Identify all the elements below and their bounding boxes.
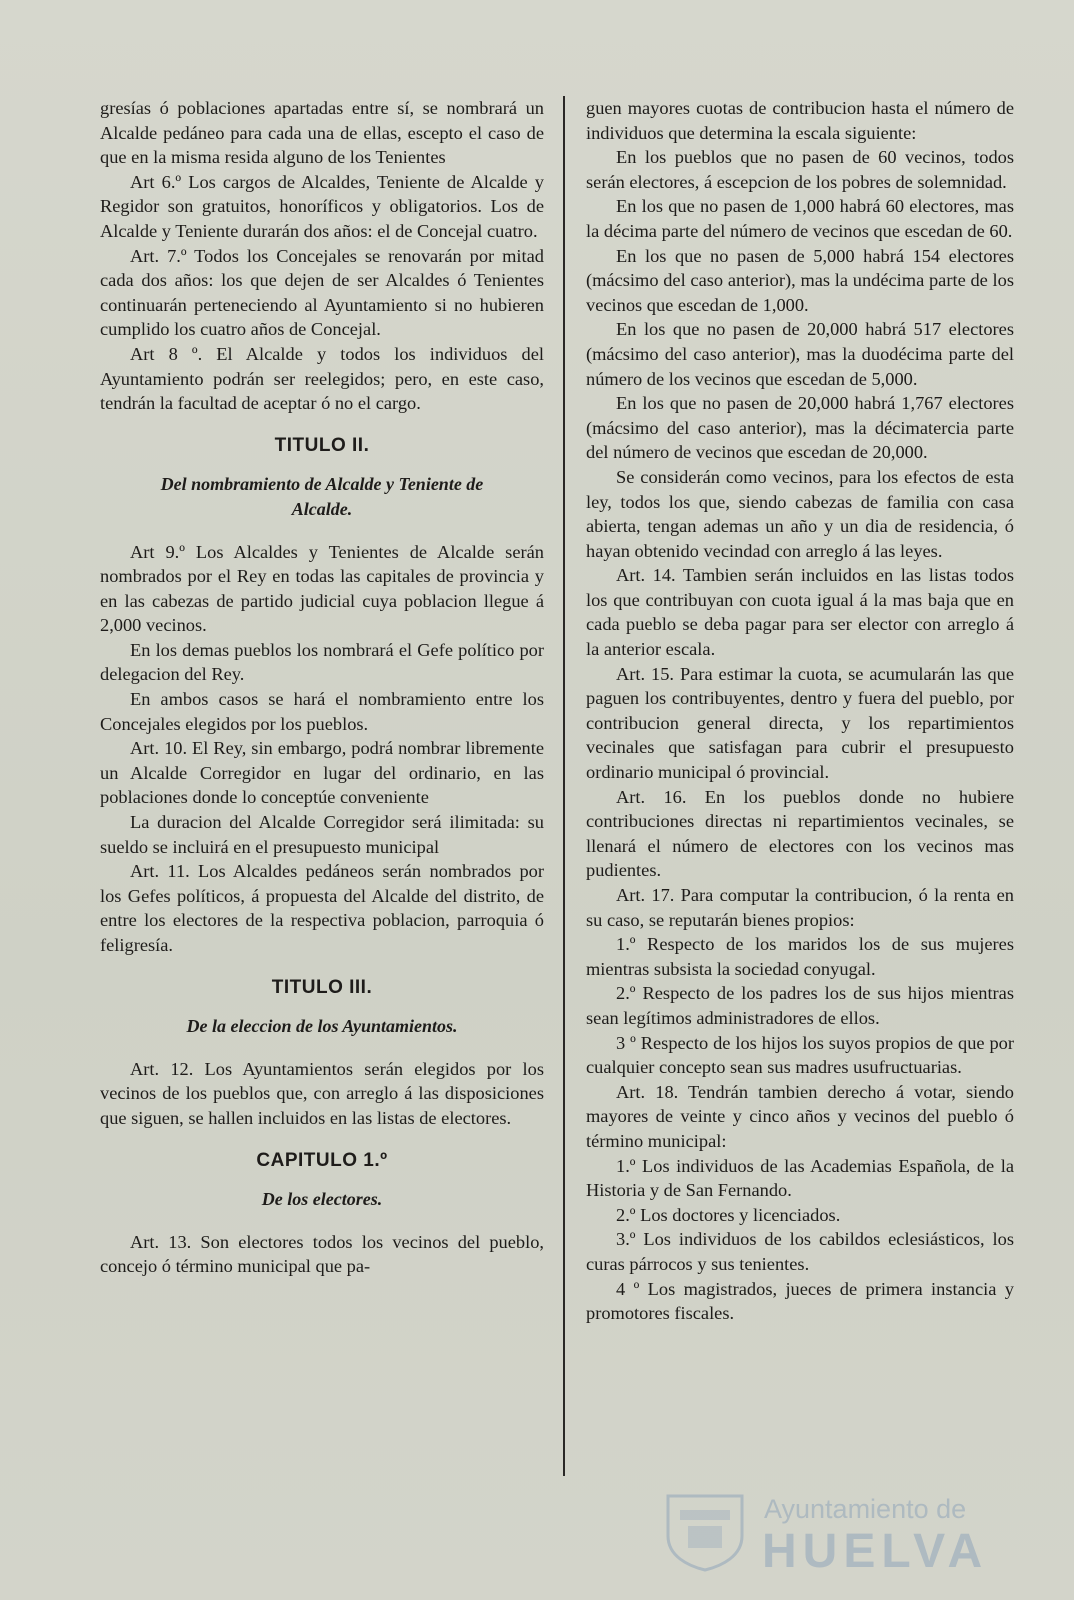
article-18: Art. 18. Tendrán tambien derecho á votar, siendo mayores de veinte y cinco años y vecinos del pueblo ó término municipal: xyxy=(586,1081,1014,1151)
chapter-heading: CAPITULO 1.º xyxy=(256,1149,388,1171)
section-subheading: Del nombramiento de Alcalde y Teniente de Alcalde. xyxy=(160,474,484,519)
chapter-subheading: De los electores. xyxy=(261,1189,383,1210)
section-subheading: De la eleccion de los Ayuntamientos. xyxy=(186,1016,458,1037)
list-item: 3 º Respecto de los hijos los suyos propios de que por cualquier concepto sean sus madres usufructuarias. xyxy=(586,1032,1014,1078)
column-divider xyxy=(563,96,565,1476)
list-item: 1.º Los individuos de las Academias Española, de la Historia y de San Fernando. xyxy=(586,1155,1014,1201)
paragraph: gresías ó poblaciones apartadas entre sí, se nombrará un Alcalde pedáneo para cada una de ellas, escepto el caso de que en la misma resida alguno de los Tenientes xyxy=(100,98,544,168)
left-column xyxy=(100,96,544,1279)
article-7: Art. 7.º Todos los Concejales se renovarán por mitad cada dos años: los que dejen de ser Alcaldes ó Tenientes continuarán perteneciendo al Ayuntamiento si no hubieren cumplido los cuatro años de Concejal. xyxy=(100,245,544,340)
list-item: 2.º Respecto de los padres los de sus hijos mientras sean legítimos administradores de ellos. xyxy=(586,983,1014,1028)
article-11: Art. 11. Los Alcaldes pedáneos serán nombrados por los Gefes políticos, á propuesta del Alcalde del distrito, de entre los electores de la respectiva poblacion, parroquia ó feligresía. xyxy=(100,861,544,955)
paragraph: En los que no pasen de 20,000 habrá 1,767 electores (mácsimo del caso anterior), mas la décimatercia parte del número de vecinos que escedan de 20,000. xyxy=(586,393,1014,463)
paragraph: La duracion del Alcalde Corregidor será ilimitada: su sueldo se incluirá en el presupuesto municipal xyxy=(100,812,544,857)
paragraph: En los pueblos que no pasen de 60 vecinos, todos serán electores, á escepcion de los pobres de solemnidad. xyxy=(586,147,1014,192)
list-item: 2.º Los doctores y licenciados. xyxy=(616,1204,841,1225)
watermark xyxy=(660,1488,1000,1576)
list-item: 4 º Los magistrados, jueces de primera instancia y promotores fiscales. xyxy=(586,1278,1014,1324)
article-9: Art 9.º Los Alcaldes y Tenientes de Alcalde serán nombrados por el Rey en todas las capitales de provincia y en las cabezas de partido judicial cuya poblacion llegue á 2,000 vecinos. xyxy=(100,541,544,636)
article-13: Art. 13. Son electores todos los vecinos del pueblo, concejo ó término municipal que pa- xyxy=(100,1231,544,1277)
article-8: Art 8 º. El Alcalde y todos los individuos del Ayuntamiento podrán ser reelegidos; pero, en este caso, tendrán la facultad de aceptar ó no el cargo. xyxy=(100,343,544,414)
paragraph: En los demas pueblos los nombrará el Gefe político por delegacion del Rey. xyxy=(100,639,544,685)
list-item: 1.º Respecto de los maridos los de sus mujeres mientras subsista la sociedad conyugal. xyxy=(586,934,1014,979)
section-heading-titulo-2: TITULO II. xyxy=(274,434,370,456)
article-10: Art. 10. El Rey, sin embargo, podrá nombrar libremente un Alcalde Corregidor en lugar del ordinario, en las poblaciones donde lo conceptúe conveniente xyxy=(100,738,544,808)
article-17: Art. 17. Para computar la contribucion, ó la renta en su caso, se reputarán bienes propios: xyxy=(586,885,1014,930)
paragraph: En los que no pasen de 1,000 habrá 60 electores, mas la décima parte del número de vecinos que escedan de 60. xyxy=(586,196,1014,241)
paragraph: En ambos casos se hará el nombramiento entre los Concejales elegidos por los pueblos. xyxy=(100,689,544,734)
article-16: Art. 16. En los pueblos donde no hubiere contribuciones directas ni repartimientos vecinales, se llenará el número de electores con los vecinos mas pudientes. xyxy=(586,786,1014,881)
coat-of-arms-icon xyxy=(660,1490,750,1572)
watermark-line-1: Ayuntamiento de xyxy=(764,1494,967,1524)
paragraph: En los que no pasen de 20,000 habrá 517 electores (mácsimo del caso anterior), mas la duodécima parte del número de los vecinos que escedan de 5,000. xyxy=(586,319,1014,389)
paragraph: guen mayores cuotas de contribucion hasta el número de individuos que determina la escala siguiente: xyxy=(586,98,1014,143)
section-heading-titulo-3: TITULO III. xyxy=(271,976,373,998)
article-15: Art. 15. Para estimar la cuota, se acumularán las que paguen los contribuyentes, dentro y fuera del pueblo, por contribucion general directa, y los repartimientos vecinales que satisfagan para cubrir el presupuesto ordinario municipal ó provincial. xyxy=(586,663,1014,783)
list-item: 3.º Los individuos de los cabildos eclesiásticos, los curas párrocos y sus tenientes. xyxy=(586,1229,1014,1274)
paragraph: Se considerán como vecinos, para los efectos de esta ley, todos los que, siendo cabezas de familia con casa abierta, tengan ademas un año y un dia de residencia, ó hayan obtenido vecindad con arreglo á las leyes. xyxy=(586,466,1014,561)
watermark-line-2: HUELVA xyxy=(762,1525,989,1578)
right-column xyxy=(586,96,1014,1326)
article-6: Art 6.º Los cargos de Alcaldes, Teniente de Alcalde y Regidor son gratuitos, honoríficos y obligatorios. Los de Alcalde y Teniente durarán dos años: el de Concejal cuatro. xyxy=(100,171,544,241)
article-14: Art. 14. Tambien serán incluidos en las listas todos los que contribuyan con cuota igual á la mas baja que en cada pueblo se deba pagar para ser elector con arreglo á la anterior escala. xyxy=(586,565,1014,660)
article-12: Art. 12. Los Ayuntamientos serán elegidos por los vecinos de los pueblos que, con arreglo á las disposiciones que siguen, se hallen incluidos en las listas de electores. xyxy=(100,1058,544,1128)
paragraph: En los que no pasen de 5,000 habrá 154 electores (mácsimo del caso anterior), mas la undécima parte de los vecinos que escedan de 1,000. xyxy=(586,245,1014,315)
